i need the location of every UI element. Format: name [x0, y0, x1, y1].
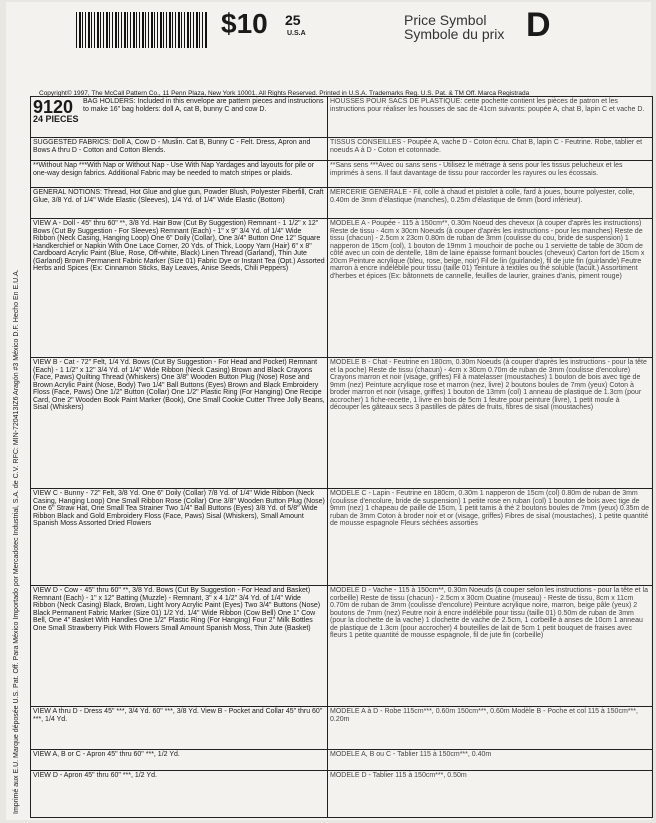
apron-abc-fr: MODELE A, B ou C - Tablier 115 à 150cm***, 0.40m — [330, 751, 492, 758]
apron-d-en: VIEW D - Apron 45" thru 60" ***, 1/2 Yd. — [33, 772, 157, 779]
yardage-table — [30, 96, 653, 818]
price-symbol-label-fr: Symbole du prix — [404, 26, 505, 42]
price-currency: $ — [221, 8, 237, 39]
view-d-fr: MODELE D - Vache - 115 à 150cm**, 0.30m Noeuds (à couper selon les instructions - pour la tête et la corbeille) Reste de tissu (chacun) - 2.5cm x 30cm Ouatine (museau) - Reste de tissu, 8cm x 11cm 0.70m de ruban de 3mm (coulisse d'encolure) Peinture acrylique noire, marron, beige pâle (yeux) 2 boutons de 7mm (nez) Feutre noir à encre indélébile pour tissu (taille 01) 0.50m de ruban de 3mm (pour la clochette de la vache) 1 clochette de vache de 2.5cm, 1 corbeille à anses de 10cm 1 anneau de plastique de 1.3cm (pour accrocher) 4 bouteilles de lait de 5cm 1 petit bouquet de fraises avec fleurs 1 petite quantité de mousse espagnole, fil de jute fin (corbeille) — [330, 587, 649, 639]
fabrics-fr: TISSUS CONSEILLES - Poupée A, vache D - Coton écru. Chat B, lapin C - Feutrine. Robe, tablier et noeuds A à D - Coton et cotonnade. — [330, 139, 643, 154]
price-symbol-label-en: Price Symbol — [404, 12, 487, 28]
price-dollars: 10 — [236, 8, 268, 39]
view-a-en: VIEW A - Doll - 45" thru 60" **, 3/8 Yd. Hair Bow (Cut By Suggestion) Remnant - 1 1/2" x 12" Bows (Cut By Suggestion - For Sleeves) Remnant (Each) - 1" x 9" 3/4 Yd. of 1/4" Wide Ribbon (Neck Casing, Hanging Loop) One 6" Doily (Collar), One 3/4" Button One 12" Square Handkerchief or Napkin With One Lace Corner, 20 Yds. of Thick, Loopy Yarn (Hair) 6" x 8" Cardboard Acrylic Paint (Blue, Rose, Off-white, Black) Linen Thread (Garland), Thin Jute (Garland) Brown Permanent Fabric Marker (Size 01) Fabric Dye or Instant Tea (Opt.) Assorted Herbs and Spices (Ex: Cinnamon Sticks, Bay Leaves, Anise Seeds, Chili Peppers) — [33, 220, 325, 272]
pattern-number-cell — [31, 97, 81, 137]
price-country: U.S.A — [287, 30, 306, 37]
copyright-line: Copyright© 1997, The McCall Pattern Co., 11 Penn Plaza, New York 10001. All Rights Reserved. Printed in U.S.A. Trademarks Reg. U.S. Pat. & TM Off. Marca Registrada — [39, 90, 530, 97]
dress-fr: MODELE A à D - Robe 115cm***, 0.60m 150cm***, 0.60m Modèle B - Poche et col 115 à 150cm***, 0.20m — [330, 708, 638, 723]
fabrics-en: SUGGESTED FABRICS: Doll A, Cow D - Muslin. Cat B, Bunny C - Felt. Dress, Apron and Bows A thru D - Cotton and Cotton Blends. — [33, 139, 311, 154]
view-c-en: VIEW C - Bunny - 72" Felt, 3/8 Yd. One 6" Doily (Collar) 7/8 Yd. of 1/4" Wide Ribbon (Neck Casing, Hanging Loop) One Small Ribbon Rose (Collar) One 3/8" Wooden Button Plug (Nose) One 6" Straw Hat, One Small Tea Strainer Two 1/4" Ball Buttons (Eyes) 3/8 Yd. of 5/8" Wide Ribbon Black and Gold Embroidery Floss (Face, Paws) Sisal (Whiskers), Small Amount Spanish Moss Assorted Dried Flowers — [33, 490, 325, 527]
view-c-fr: MODELE C - Lapin - Feutrine en 180cm, 0.30m 1 napperon de 15cm (col) 0.80m de ruban de 3mm (coulisse d'encolure, bride de suspension) 1 petite rose en ruban (col) 1 bouton de bois avec tige de 9mm (nez) 1 chapeau de paille de 15cm, 1 petit tamis à thé 2 boutons boules de 7mm (yeux) 0.35m de ruban de 3mm Coton à broder noir et or (visage, griffes) Fibres de sisal (moustaches), 1 petite quantité de mousse espagnole Fleurs séchées assorties — [330, 490, 650, 527]
view-b-fr: MODELE B - Chat - Feutrine en 180cm, 0.30m Noeuds (à couper d'après les instructions - pour la tête et la poche) Reste de tissu (chacun) - 4cm x 30cm 0.70m de ruban de 3mm (coulisse d'encolure) Crayons marron et noir (visage, griffes) Fil à matelasser (moustaches) 1 bouton de bois avec tige de 9mm (nez) Peinture acrylique rose et marron (nez, livre) 2 boutons boules de 7mm (yeux) Coton à broder marron et noir (visage, griffes) 1 bouton de 13mm (col) 1 anneau de plastique de 1.3cm (pour accrocher) 1 fiche-recette, 1 livre en bois de 5cm 1 feutre pour peinture (livre), 1 petit moule à découper les gâteaux secs 3 pastilles de pâtes de fruits, fibres de sisal (moustaches) — [330, 359, 647, 411]
legal-sidebar — [13, 94, 31, 814]
apron-abc-en: VIEW A, B or C - Apron 45" thru 60" ***, 1/2 Yd. — [33, 751, 180, 758]
apron-d-fr: MODELE D - Tablier 115 à 150cm***, 0.50m — [330, 772, 467, 779]
price-cents: 25 — [285, 12, 301, 28]
notions-en: GENERAL NOTIONS: Thread, Hot Glue and glue gun, Powder Blush, Polyester Fiberfill, Craft Glue, 3/8 Yd. of 1/4" Wide Elastic (Sleeves), 1/4 Yd. of 1/4" Wide Elastic (Bottom) — [33, 189, 324, 204]
intro-en: BAG HOLDERS: Included in this envelope are pattern pieces and instructions to make 16" bag holders: doll A, cat B, bunny C and cow D. — [83, 98, 324, 113]
view-b-en: VIEW B - Cat - 72" Felt, 1/4 Yd. Bows (Cut By Suggestion - For Head and Pocket) Remnant (Each) - 1 1/2" x 12" 3/4 Yd. of 1/4" Wide Ribbon (Neck Casing) Brown and Black Crayons (Face, Paws) Quilting Thread (Whiskers) One 3/8" Wooden Button Plug (Nose) Rose and Brown Acrylic Paint (Nose, Body) Two 1/4" Ball Buttons (Eyes) Brown and Black Embroidery Floss (Face, Paws) One 1/2" Button (Collar) One 1/2" Plastic Ring (For Hanging) One Recipe Card, One 2" Wooden Book Paint Marker (Book), One Small Cookie Cutter Three Jolly Beans, Sisal (Whiskers) — [33, 359, 325, 411]
piece-count: 24 PIECES — [33, 114, 79, 124]
price-symbol-label — [404, 13, 504, 41]
legal-sidebar-text: Imprimé aux E.U. Marque déposée U.S. Pat. Off. Para México Importado por Mercadotec Industrial, S.A. de C.V. RFC: MIN-720413IZ6 Aragón #3 México D.F. Hecho En E.U.A. — [13, 269, 20, 814]
notions-fr: MERCERIE GENERALE - Fil, colle à chaud et pistolet à colle, fard à joues, bourre polyester, colle, 0.40m de 3mm d'élastique (manches), 0.25m d'élastique de 6mm (bord inférieur). — [330, 189, 635, 204]
barcode — [76, 12, 208, 48]
nap-en: **Without Nap ***With Nap or Without Nap - Use With Nap Yardages and layouts for pile or one-way design fabrics. Additional Fabric may be needed to match stripes or plaids. — [33, 162, 315, 177]
price-tag — [221, 8, 306, 40]
view-d-en: VIEW D - Cow - 45" thru 60" **, 3/8 Yd. Bows (Cut By Suggestion - For Head and Basket) Remnant (Each) - 1" x 12" Batting (Muzzle) - Remnant, 3" x 4 1/2" 3/4 Yd. of 1/4" Wide Ribbon (Neck Casing) Black, Brown, Light Ivory Acrylic Paint (Eyes) Two 3/4" Buttons (Nose) Black Permanent Fabric Marker (Size 01) 1/2 Yd. 1/4" Wide Ribbon (Cow Bell) One 1" Cow Bell, One 4" Basket With Handles One 1/2" Plastic Ring (For Hanging) Four 2" Milk Bottles One Small Strawberry Pick With Flowers Small Amount Spanish Moss, Thin Jute (Basket) — [33, 587, 321, 632]
price-letter: D — [526, 6, 551, 44]
intro-fr: HOUSSES POUR SACS DE PLASTIQUE: cette pochette contient les pièces de patron et les instructions pour réaliser les housses de sac de 41cm suivants: poupée A, chat B, lapin C et vache D. — [330, 98, 645, 113]
view-a-fr: MODELE A - Poupée - 115 à 150cm**, 0.30m Noeud des cheveux (à couper d'après les instructions) Reste de tissu - 4cm x 30cm Noeuds (à couper d'après les instructions - pour les manches) Reste de tissu (chacun) - 2.5cm x 23cm 0.80m de ruban de 3mm (coulisse du cou, bride de suspension) 1 napperon de 15cm (col), 1 bouton de 19mm 1 mouchoir de poche ou 1 serviette de table de 30cm de côté avec un coin de dentelle, 18m de laine épaisse formant boucles (cheveux) Carton fort de 15cm x 20cm Peinture acrylique (bleu, rose, beige, noir) Fil de lin (guirlande), fil de jute fin (guirlande) Feutre marron à encre indélébile pour tissu (taille 01) Teinture à textiles ou thé soluble (facult.) Assortiment d'herbes et épices (Ex: bâtonnets de cannelle, feuilles de laurier, graines d'anis, piment rouge) — [330, 220, 645, 280]
nap-fr: **Sans sens ***Avec ou sans sens - Utilisez le métrage à sens pour les tissus pelucheux et les imprimés à sens. Il faut davantage de tissu pour raccorder les rayures ou les écossais. — [330, 162, 623, 177]
pattern-number: 9120 — [33, 97, 74, 117]
dress-en: VIEW A thru D - Dress 45" ***, 3/4 Yd. 60" ***, 3/8 Yd. View B - Pocket and Collar 45" thru 60" ***, 1/4 Yd. — [33, 708, 323, 723]
